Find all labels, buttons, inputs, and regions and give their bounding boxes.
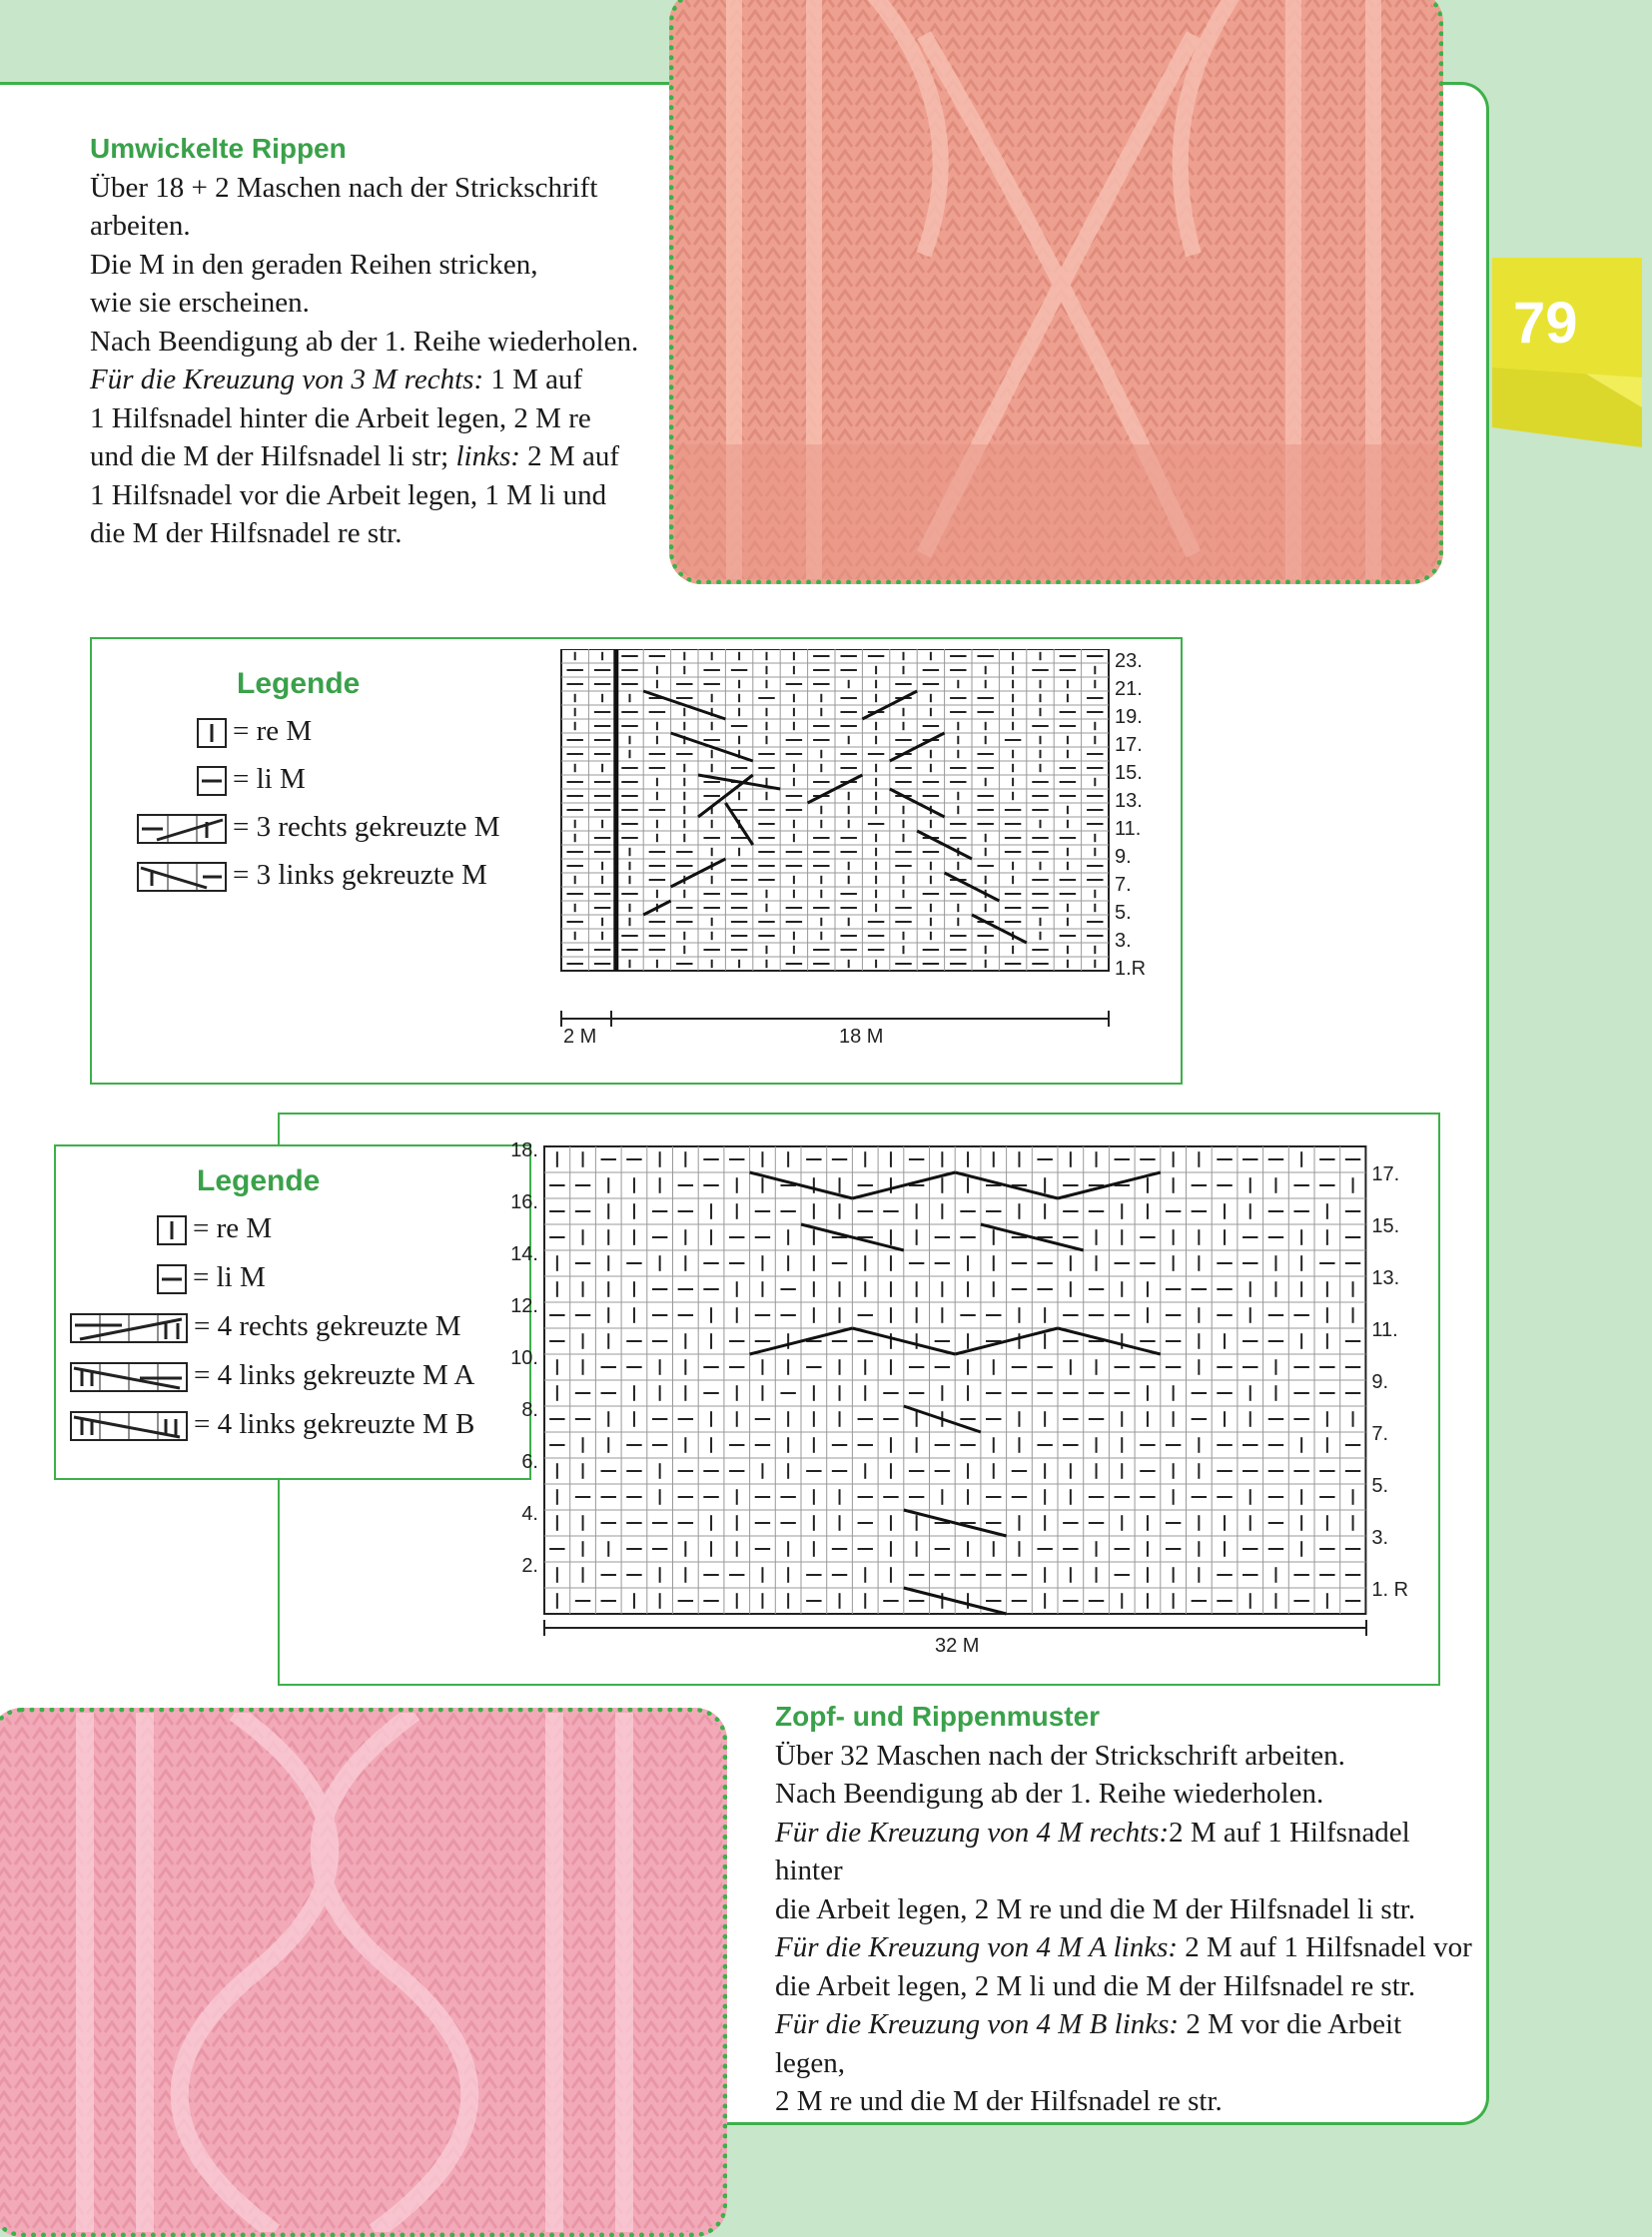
chart2-right-row-label: 1. R	[1371, 1579, 1409, 1601]
section2-cross-right	[775, 1814, 1474, 1890]
chart1-row-label: 21.	[1115, 678, 1143, 700]
section2-line: Nach Beendigung ab der 1. Reihe wiederholen.	[775, 1778, 1324, 1810]
cross4a-left-label: Für die Kreuzung von 4 M A links:	[775, 1931, 1179, 1963]
chart2-right-row-label: 15.	[1371, 1215, 1400, 1237]
chart2-right-row-label: 17.	[1371, 1163, 1400, 1185]
section1-line: die M der Hilfsnadel re str.	[90, 517, 403, 549]
chart2-grid	[544, 1146, 1365, 1614]
cross-right-label: Für die Kreuzung von 3 M rechts:	[90, 364, 484, 395]
chart1-grid-figure	[549, 649, 1169, 1049]
chart2-left-row-label: 16.	[510, 1191, 538, 1213]
chart1-row-label: 9.	[1115, 846, 1132, 868]
swatch-texture	[674, 0, 1438, 579]
knit-stitch-symbol	[157, 1215, 187, 1245]
page-number: 79	[1513, 291, 1578, 356]
chart1-row-label: 7.	[1115, 874, 1132, 896]
knitting-swatch-photo-salmon	[669, 0, 1443, 584]
cross4a-left-text: 2 M auf 1 Hilfsnadel vor	[1178, 1931, 1472, 1963]
chart1-row-label: 17.	[1115, 734, 1143, 756]
chart2-left-row-label: 2.	[521, 1555, 538, 1577]
chart1-right-width-label: 18 M	[839, 1026, 884, 1048]
cross-left-label: links:	[455, 440, 520, 472]
cross-left-3-symbol	[137, 862, 227, 892]
cross-left-4a-symbol	[70, 1362, 188, 1392]
section2-line: 2 M re und die M der Hilfsnadel re str.	[775, 2085, 1223, 2117]
chart1-row-label: 11.	[1115, 818, 1142, 840]
legend2-item-knit: = re M	[157, 1212, 272, 1245]
section2-line: die Arbeit legen, 2 M li und die M der Hilfsnadel re str.	[775, 1969, 1416, 2002]
section1-line: 1 Hilfsnadel hinter die Arbeit legen, 2 M re	[90, 401, 591, 434]
cross-right-end: und die M der Hilfsnadel li str;	[90, 440, 456, 472]
chart1-row-label: 1.R	[1115, 958, 1147, 980]
legend2-item-purl: = li M	[157, 1261, 266, 1294]
legend2-item-cross-left-a: = 4 links gekreuzte M A	[70, 1359, 474, 1392]
chart2-right-row-label: 7.	[1371, 1423, 1389, 1445]
cross-right-text: 1 M auf	[483, 364, 583, 395]
cross-right-4-symbol	[70, 1313, 188, 1343]
purl-stitch-symbol	[157, 1264, 187, 1294]
legend1-title: Legende	[237, 667, 361, 700]
chart2-right-row-label: 3.	[1371, 1527, 1389, 1549]
section2-title: Zopf- und Rippenmuster	[775, 1701, 1101, 1732]
knit-stitch-symbol	[197, 718, 227, 748]
legend2-item-cross-left-b: = 4 links gekreuzte M B	[70, 1408, 474, 1441]
chart2-left-row-label: 14.	[510, 1243, 538, 1265]
chart2-left-row-label: 10.	[510, 1347, 538, 1369]
section2-line: Über 32 Maschen nach der Strickschrift arbeiten.	[775, 1739, 1345, 1772]
chart2-right-row-label: 11.	[1371, 1319, 1398, 1341]
chart2-right-row-label: 5.	[1371, 1475, 1389, 1497]
cross-right-3-symbol	[137, 814, 227, 844]
section1-line: 1 Hilfsnadel vor die Arbeit legen, 1 M li und	[90, 478, 607, 511]
cross4b-left-text: 2 M vor die Arbeit legen,	[775, 2008, 1402, 2079]
cross4-right-label: Für die Kreuzung von 4 M rechts:	[775, 1816, 1170, 1849]
section1-line: wie sie erscheinen.	[90, 287, 310, 319]
section1-text	[90, 130, 689, 553]
swatch-texture	[0, 1713, 722, 2232]
legend1-item-cross-right: = 3 rechts gekreuzte M	[137, 811, 500, 844]
cross-left-text: 2 M auf	[519, 440, 619, 472]
chart2-width-label: 32 M	[935, 1635, 980, 1657]
chart2-right-row-label: 13.	[1371, 1267, 1400, 1289]
chart2-left-row-label: 8.	[521, 1399, 538, 1421]
chart1-grid	[561, 649, 1109, 971]
section2-cross-left-b	[775, 2005, 1474, 2082]
chart1-row-label: 3.	[1115, 930, 1132, 952]
legend1-item-purl: = li M	[197, 763, 306, 796]
chart1-row-label: 13.	[1115, 790, 1143, 812]
legend1-item-knit: = re M	[197, 715, 312, 748]
chart1-row-label: 23.	[1115, 650, 1143, 672]
section2-text	[775, 1698, 1474, 2121]
chart1-row-label: 5.	[1115, 902, 1132, 924]
chart2-left-row-label: 12.	[510, 1295, 538, 1317]
legend2-item-cross-right: = 4 rechts gekreuzte M	[70, 1310, 461, 1343]
section2-cross-left-a	[775, 1928, 1474, 1967]
section1-cross-right	[90, 361, 689, 399]
section2-line: die Arbeit legen, 2 M re und die M der Hilfsnadel li str.	[775, 1892, 1416, 1925]
legend1-item-cross-left: = 3 links gekreuzte M	[137, 859, 487, 892]
section1-line: Über 18 + 2 Maschen nach der Strickschrift	[90, 171, 598, 204]
legend2-title: Legende	[197, 1164, 321, 1197]
chart1-row-labels	[1115, 650, 1146, 980]
chart2-left-row-label: 4.	[521, 1503, 538, 1525]
chart1-left-width-label: 2 M	[563, 1026, 597, 1048]
section1-line: Die M in den geraden Reihen stricken,	[90, 248, 538, 281]
section1-line: arbeiten.	[90, 210, 191, 242]
section1-line: Nach Beendigung ab der 1. Reihe wiederholen.	[90, 325, 639, 358]
knitting-swatch-photo-pink	[0, 1708, 727, 2237]
cross4-right-text: 2 M auf 1 Hilfsnadel hinter	[775, 1816, 1410, 1886]
chart2-right-row-label: 9.	[1371, 1371, 1389, 1393]
chart2-left-row-label: 18.	[510, 1139, 538, 1161]
section1-title: Umwickelte Rippen	[90, 133, 347, 164]
chart2-grid-figure	[499, 1138, 1418, 1658]
chart1-row-label: 15.	[1115, 762, 1143, 784]
cross4b-left-label: Für die Kreuzung von 4 M B links:	[775, 2008, 1180, 2040]
chart1-row-label: 19.	[1115, 706, 1143, 728]
chart2-left-row-label: 6.	[521, 1451, 538, 1473]
purl-stitch-symbol	[197, 766, 227, 796]
section1-cross-left	[90, 437, 689, 476]
cross-left-4b-symbol	[70, 1411, 188, 1441]
